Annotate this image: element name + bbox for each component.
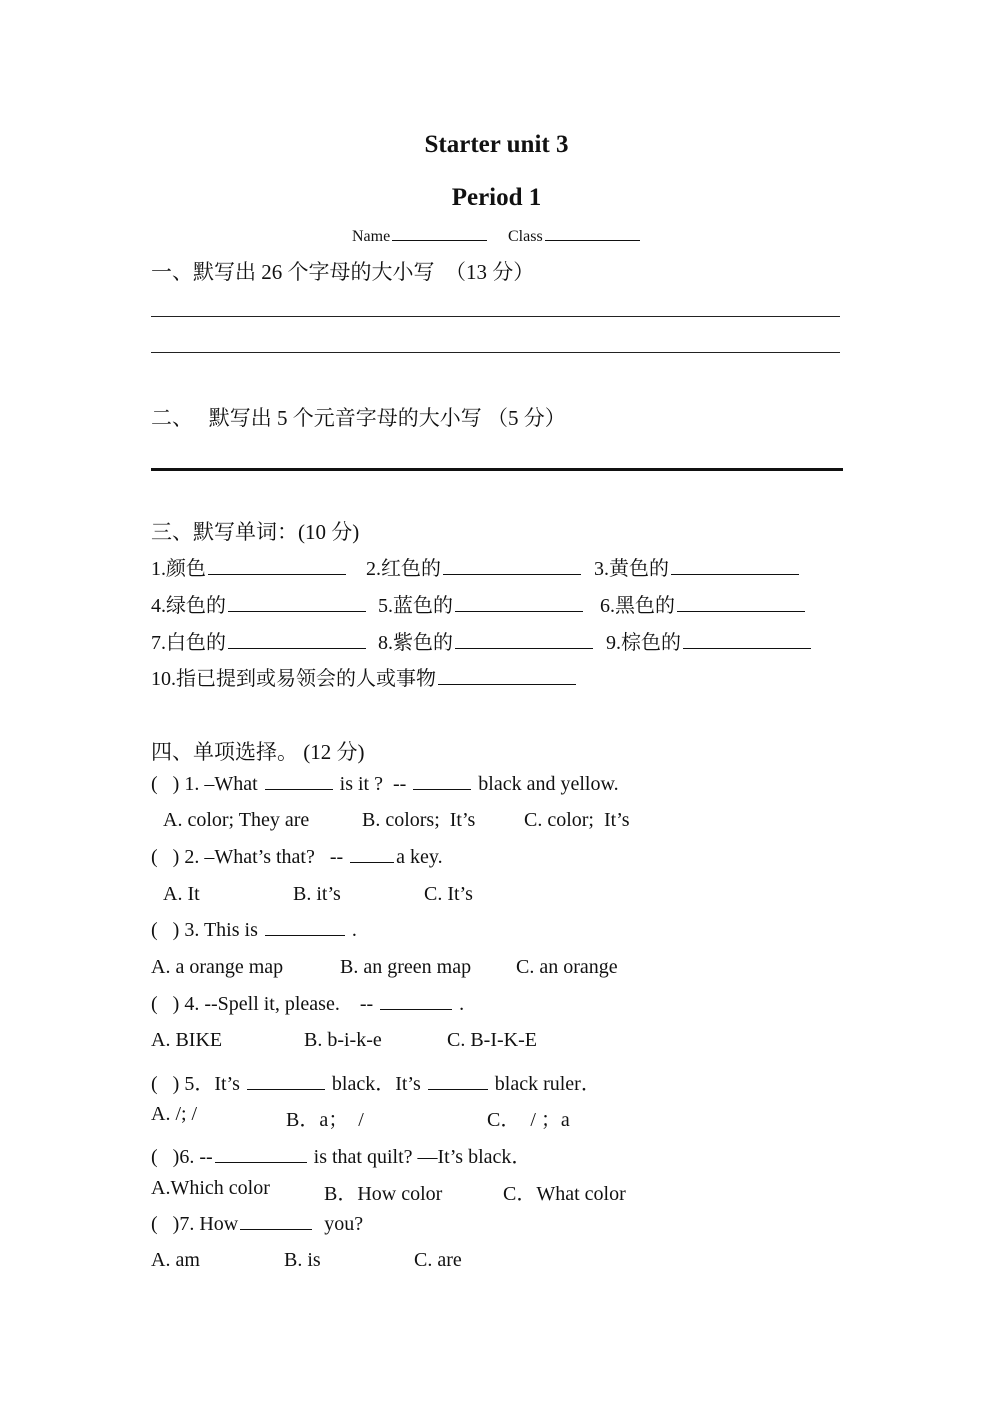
option-b: B. is: [284, 1249, 321, 1271]
section4-heading: 四、单项选择。 (12 分): [151, 740, 365, 764]
option-b: B. it’s: [293, 883, 341, 905]
answer-blank[interactable]: [438, 683, 576, 685]
answer-blank[interactable]: [350, 861, 394, 863]
option-c: C． / ；a: [487, 1109, 570, 1131]
word-item: 4.绿色的: [151, 589, 368, 618]
answer-blank[interactable]: [683, 647, 811, 649]
answer-line-1[interactable]: [151, 316, 840, 317]
question-5: ( ) 5．It’s black．It’s black ruler．: [151, 1073, 601, 1095]
question-4: ( ) 4. --Spell it, please. -- .: [151, 993, 465, 1015]
word-item: 3.黄色的: [594, 552, 801, 581]
answer-blank[interactable]: [215, 1161, 307, 1163]
option-a: A. a orange map: [151, 956, 284, 978]
page-title: Starter unit 3: [424, 131, 569, 158]
option-b: B. an green map: [340, 956, 472, 978]
class-label: Class: [508, 228, 543, 245]
answer-blank[interactable]: [265, 934, 345, 936]
answer-blank[interactable]: [265, 788, 333, 790]
option-c: C. an orange: [516, 956, 618, 978]
question-1: ( ) 1. –What is it ? -- black and yellow.: [151, 773, 619, 795]
option-c: C. It’s: [424, 883, 473, 905]
option-c: C. color; It’s: [524, 809, 630, 831]
answer-blank[interactable]: [208, 573, 346, 575]
word-item: 5.蓝色的: [378, 589, 585, 618]
option-a: A. color; They are: [163, 809, 310, 831]
answer-blank[interactable]: [677, 610, 805, 612]
option-a: A. It: [163, 883, 200, 905]
option-c: C．What color: [503, 1183, 626, 1205]
answer-line-3[interactable]: [151, 468, 843, 471]
answer-blank[interactable]: [455, 610, 583, 612]
word-item: 6.黑色的: [600, 589, 807, 618]
answer-blank[interactable]: [247, 1088, 325, 1090]
answer-blank[interactable]: [455, 647, 593, 649]
word-item: 10.指已提到或易领会的人或事物: [151, 662, 578, 691]
word-item: 7.白色的: [151, 626, 368, 655]
option-c: C. are: [414, 1249, 462, 1271]
option-b: B．How color: [324, 1183, 443, 1205]
word-item: 1.颜色: [151, 552, 348, 581]
answer-blank[interactable]: [228, 610, 366, 612]
word-item: 2.红色的: [366, 552, 583, 581]
answer-blank[interactable]: [240, 1228, 312, 1230]
question-3: ( ) 3. This is .: [151, 919, 357, 941]
question-2: ( ) 2. –What’s that? -- a key.: [151, 846, 443, 868]
question-7: ( )7. How you?: [151, 1213, 364, 1235]
option-a: A.Which color: [151, 1177, 270, 1199]
class-field[interactable]: [508, 228, 642, 246]
answer-blank[interactable]: [428, 1088, 488, 1090]
word-item: 8.紫色的: [378, 626, 595, 655]
answer-blank[interactable]: [443, 573, 581, 575]
name-label: Name: [352, 228, 391, 245]
answer-line-2[interactable]: [151, 352, 840, 353]
option-a: A. am: [151, 1249, 200, 1271]
option-b: B．a； /: [286, 1109, 364, 1131]
answer-blank[interactable]: [228, 647, 366, 649]
answer-blank[interactable]: [671, 573, 799, 575]
option-b: B. colors; It’s: [362, 809, 476, 831]
page-subtitle: Period 1: [451, 184, 542, 211]
section3-heading: 三、默写单词：(10 分): [151, 520, 360, 544]
question-6: ( )6. -- is that quilt? —It’s black．: [151, 1146, 532, 1168]
section2-heading: 二、 默写出 5 个元音字母的大小写 （5 分）: [151, 406, 566, 430]
option-b: B. b-i-k-e: [304, 1029, 382, 1051]
option-a: A. /; /: [151, 1103, 198, 1125]
option-c: C. B-I-K-E: [447, 1029, 537, 1051]
section1-heading: 一、默写出 26 个字母的大小写 （13 分）: [151, 260, 535, 284]
option-a: A. BIKE: [151, 1029, 223, 1051]
word-item: 9.棕色的: [606, 626, 813, 655]
name-field[interactable]: [352, 228, 489, 246]
answer-blank[interactable]: [380, 1008, 452, 1010]
answer-blank[interactable]: [413, 788, 471, 790]
